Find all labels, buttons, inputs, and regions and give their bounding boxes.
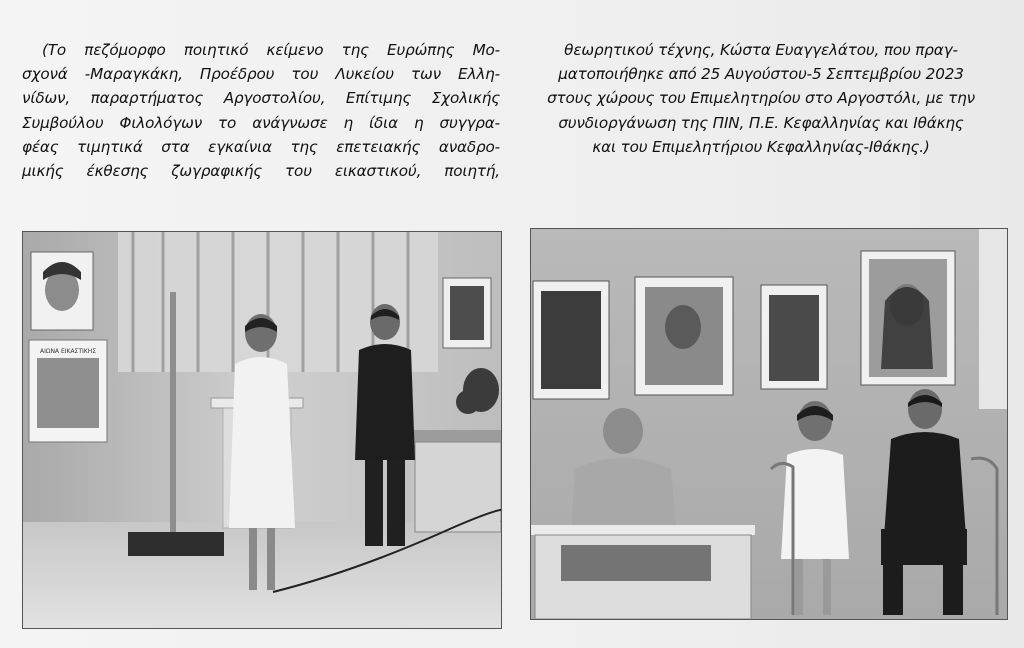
text-line: στους χώρους του Επιμελητηρίου στο Αργοστόλι, με την bbox=[547, 89, 975, 108]
exhibition-poster bbox=[29, 340, 107, 442]
article-text-right-column bbox=[526, 38, 996, 159]
text-line: μικής έκθεσης ζωγραφικής του εικαστικού, ποιητή, bbox=[22, 162, 500, 181]
photo-speaker-at-lectern bbox=[22, 231, 502, 629]
painting-2 bbox=[635, 277, 733, 395]
painting-portrait bbox=[31, 252, 93, 330]
painting-small bbox=[443, 278, 491, 348]
painting-3 bbox=[761, 285, 827, 389]
painting-4 bbox=[861, 251, 955, 385]
text-line: σχονά -Μαραγκάκη, Προέδρου του Λυκείου των Ελλη- bbox=[22, 65, 500, 84]
text-line: Συμβούλου Φιλολόγων το ανάγνωσε η ίδια η συγγρα- bbox=[22, 113, 500, 132]
article-text-left-column bbox=[22, 38, 500, 183]
photo-seated-guests bbox=[530, 228, 1008, 620]
painting-1 bbox=[533, 281, 609, 399]
text-line: συνδιοργάνωση της ΠΙΝ, Π.Ε. Κεφαλληνίας και Ιθάκης bbox=[558, 113, 964, 132]
svg-text:ΑΙΩΝΑ ΕΙΚΑΣΤΙΚΗΣ: ΑΙΩΝΑ ΕΙΚΑΣΤΙΚΗΣ bbox=[39, 348, 97, 355]
table bbox=[531, 525, 755, 619]
text-line: (Το πεζόμορφο ποιητικό κείμενο της Ευρώπης Μο- bbox=[42, 41, 500, 59]
text-line: και του Επιμελητήριου Κεφαλληνίας-Ιθάκης.) bbox=[592, 137, 930, 156]
text-line: νίδων, παραρτήματος Αργοστολίου, Επίτιμης Σχολικής bbox=[22, 89, 500, 108]
text-line: φέας τιμητικά στα εγκαίνια της επετειακής αναδρο- bbox=[22, 137, 500, 156]
text-line: θεωρητικού τέχνης, Κώστα Ευαγγελάτου, που πραγ- bbox=[564, 41, 958, 59]
text-line: ματοποιήθηκε από 25 Αυγούστου-5 Σεπτεμβρίου 2023 bbox=[558, 65, 964, 84]
table bbox=[413, 430, 501, 532]
